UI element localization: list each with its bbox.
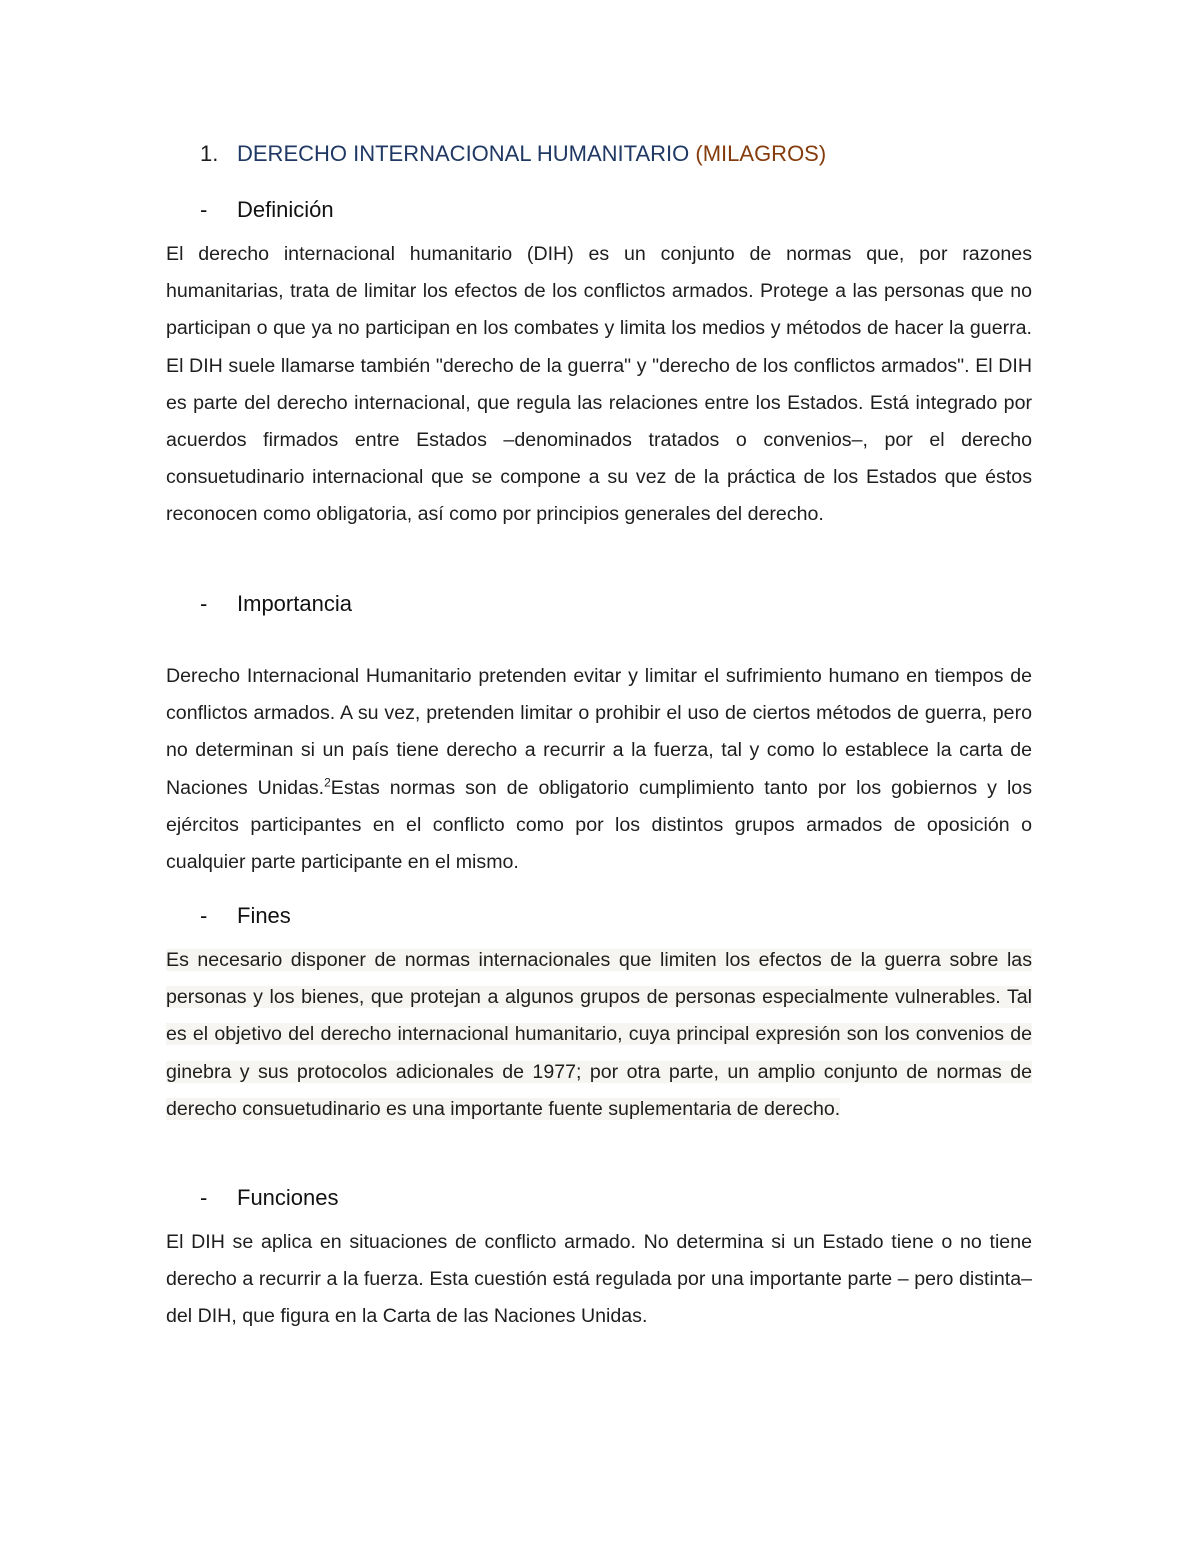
- heading-label: Definición: [237, 197, 334, 222]
- paragraph-funciones: El DIH se aplica en situaciones de conflicto armado. No determina si un Estado tiene o no tiene derecho a recurrir a la fuerza. Esta cuestión está regulada por una importante parte – pero distinta– del DIH, que figura en la Carta de las Naciones Unidas.: [166, 1231, 1032, 1328]
- paragraph-definicion: El derecho internacional humanitario (DIH) es un conjunto de normas que, por razones humanitarias, trata de limitar los efectos de los conflictos armados. Protege a las personas que no participan o que ya no participan en los combates y limita los medios y métodos de hacer la guerra. El DIH suele llamarse también "derecho de la guerra" y "derecho de los conflictos armados". El DIH es parte del derecho internacional, que regula las relaciones entre los Estados. Está integrado por acuerdos firmados entre Estados –denominados tratados o convenios–, por el derecho consuetudinario internacional que se compone a su vez de la práctica de los Estados que éstos reconocen como obligatoria, así como por principios generales del derecho.: [166, 243, 1032, 526]
- heading-label: Importancia: [237, 591, 352, 616]
- heading-definicion: [200, 192, 334, 228]
- heading-importancia: [200, 586, 352, 622]
- title-author: (MILAGROS): [695, 141, 827, 166]
- heading-fines: [200, 898, 291, 934]
- document-title: [200, 136, 826, 172]
- heading-dash: -: [200, 197, 208, 222]
- heading-dash: -: [200, 591, 208, 616]
- footnote-ref[interactable]: 2: [324, 775, 331, 790]
- heading-label: Fines: [237, 903, 291, 928]
- paragraph-importancia: [166, 658, 1032, 881]
- title-main: DERECHO INTERNACIONAL HUMANITARIO: [237, 141, 690, 166]
- title-number: 1.: [200, 141, 219, 166]
- paragraph-fines: [166, 942, 1032, 1128]
- heading-dash: -: [200, 1185, 208, 1210]
- paragraph-importancia-part1: Derecho Internacional Humanitario pretenden evitar y limitar el sufrimiento humano en tiempos de conflictos armados. A su vez, pretenden limitar o prohibir el uso de ciertos métodos de guerra, pero no determinan si un país tiene derecho a recurrir a la fuerza, tal y como lo establece la carta de Naciones Unidas.: [166, 665, 1032, 799]
- heading-dash: -: [200, 903, 208, 928]
- heading-label: Funciones: [237, 1185, 339, 1210]
- paragraph-fines-text: Es necesario disponer de normas internacionales que limiten los efectos de la guerra sobre las personas y los bienes, que protejan a algunos grupos de personas especialmente vulnerables. Tal es el objetivo del derecho internacional humanitario, cuya principal expresión son los convenios de ginebra y sus protocolos adicionales de 1977; por otra parte, un amplio conjunto de normas de derecho consuetudinario es una importante fuente suplementaria de derecho.: [166, 949, 1032, 1120]
- heading-funciones: [200, 1180, 339, 1216]
- paragraph-importancia-part2: Estas normas son de obligatorio cumplimiento tanto por los gobiernos y los ejércitos participantes en el conflicto como por los distintos grupos armados de oposición o cualquier parte participante en el mismo.: [166, 776, 1032, 874]
